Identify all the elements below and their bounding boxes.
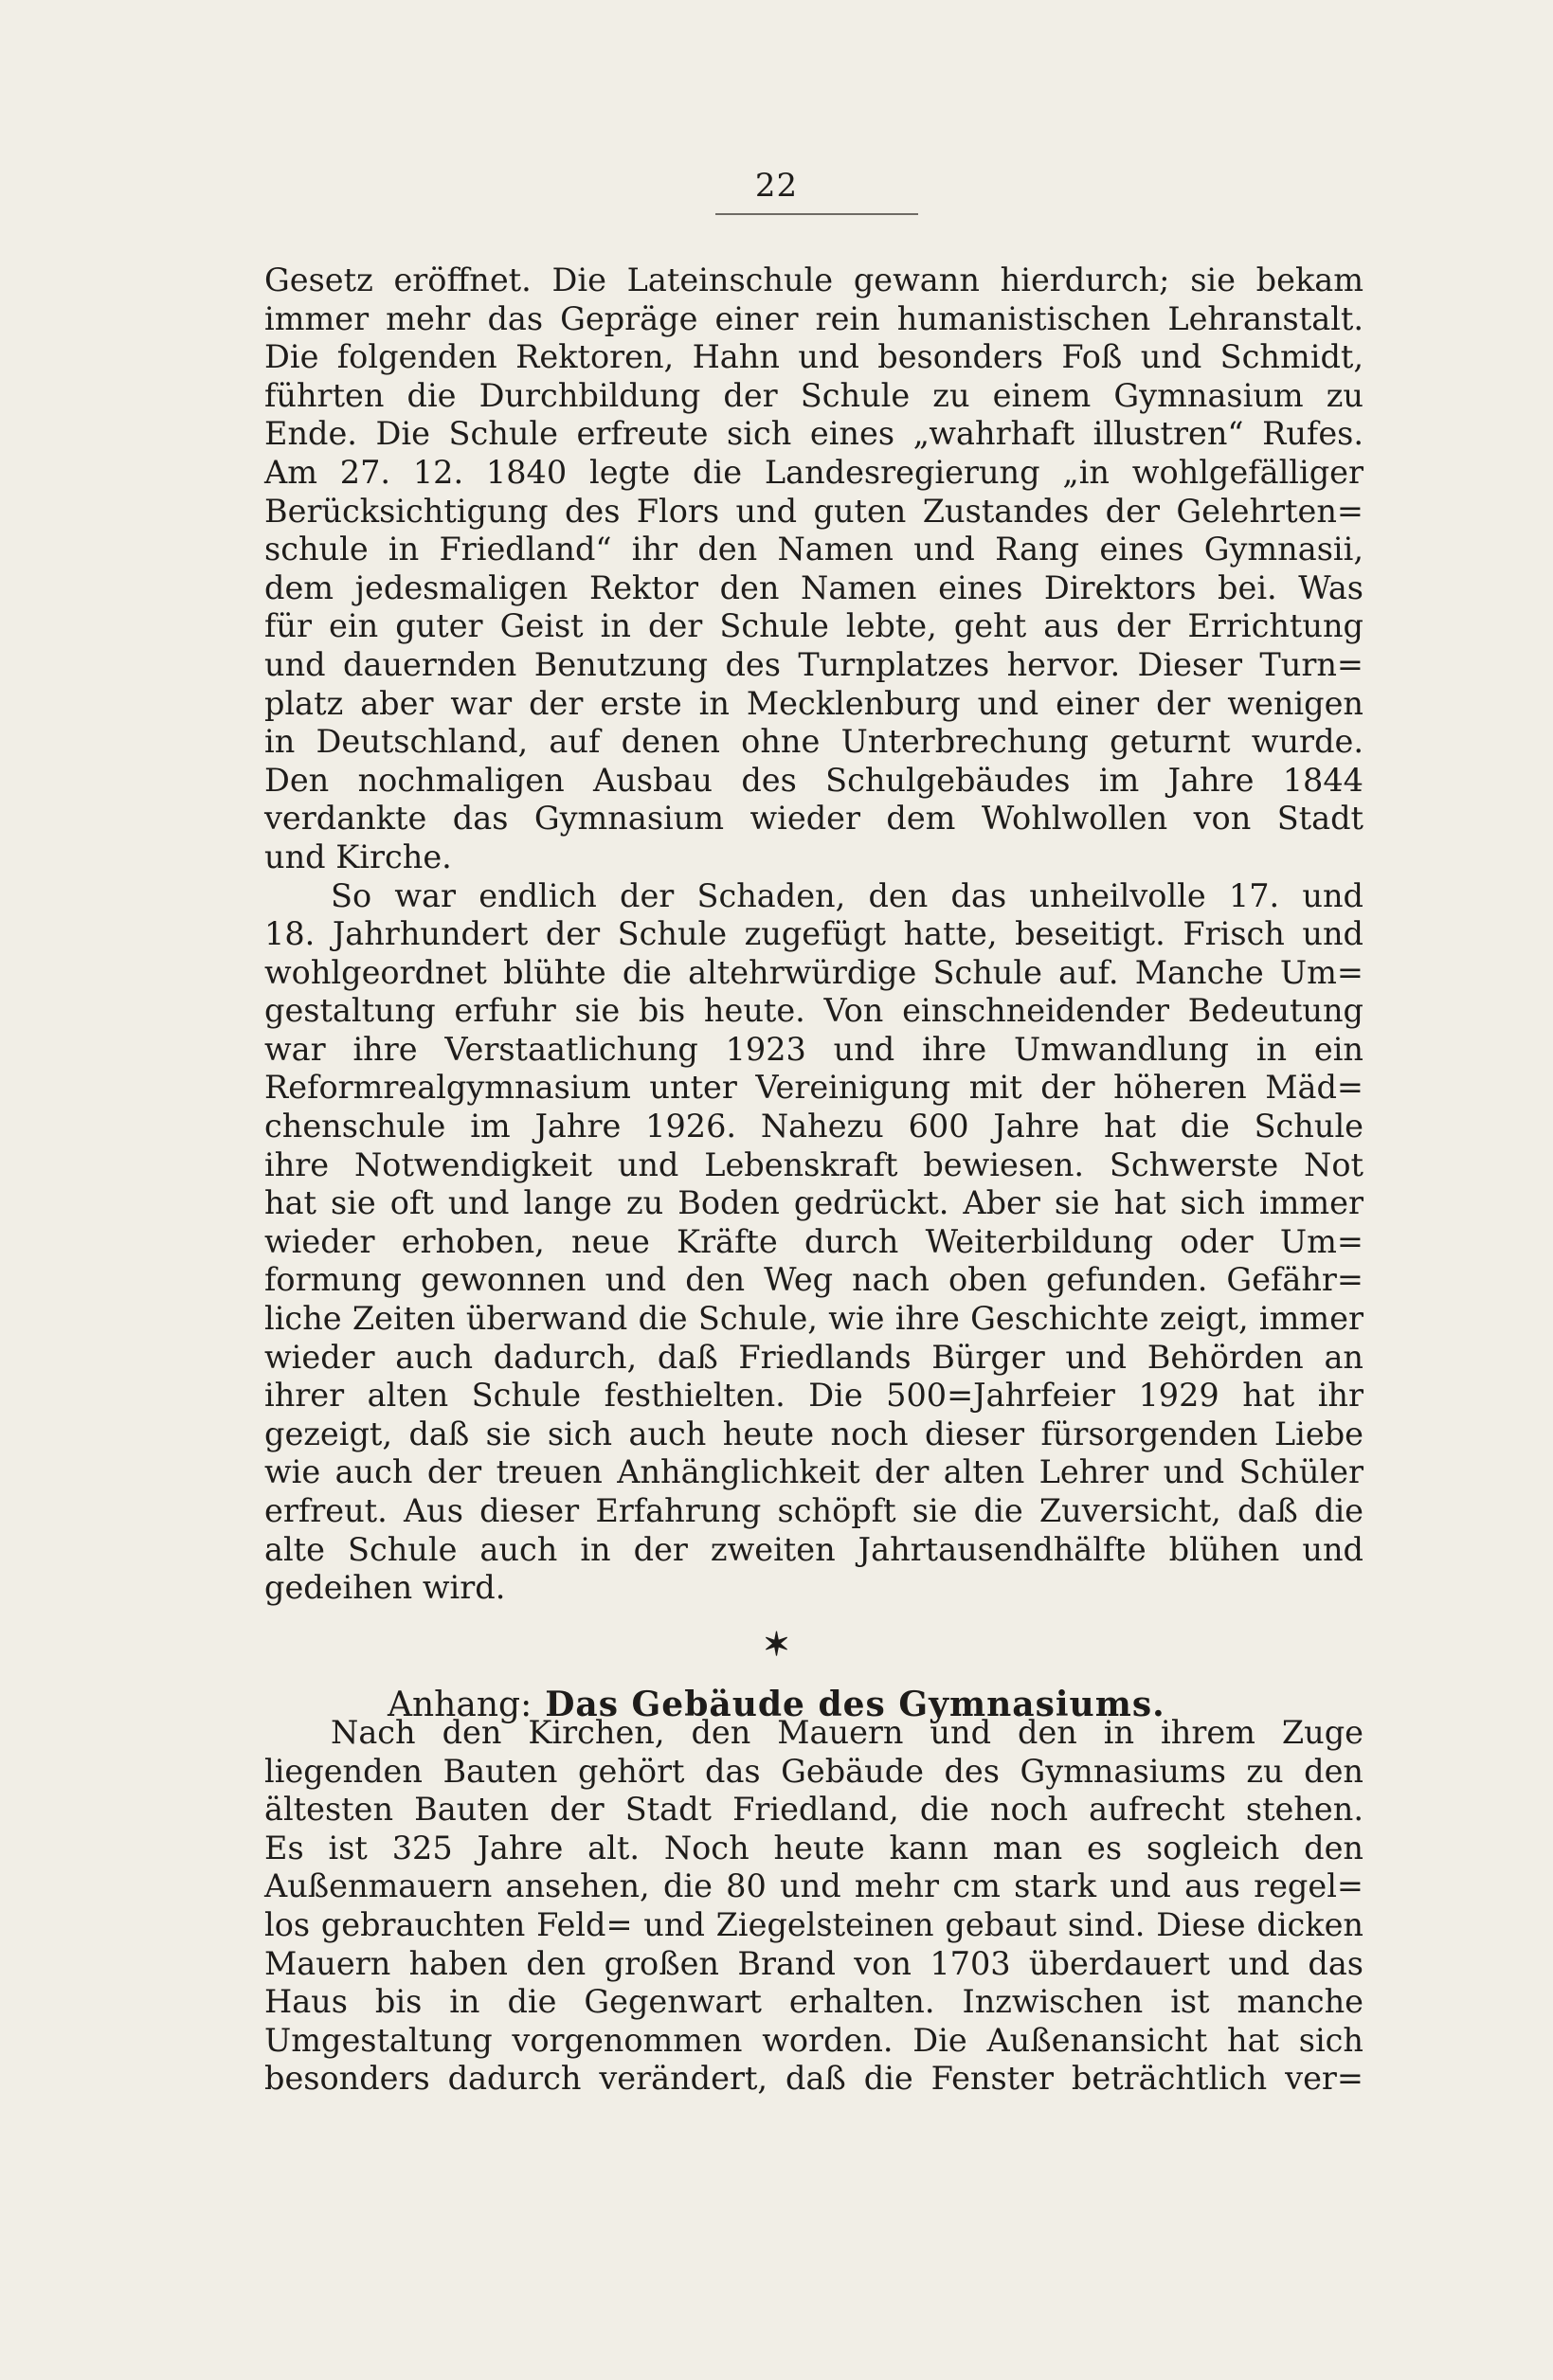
text-line: chenschule im Jahre 1926. Nahezu 600 Jahre hat die Schule <box>264 1108 1363 1145</box>
text-line: für ein guter Geist in der Schule lebte, geht aus der Errichtung <box>264 607 1363 645</box>
text-line: war ihre Verstaatlichung 1923 und ihre Umwandlung in ein <box>264 1030 1363 1068</box>
text-line: alte Schule auch in der zweiten Jahrtausendhälfte blühen und <box>264 1530 1363 1568</box>
text-line: Mauern haben den großen Brand von 1703 überdauert und das <box>264 1944 1363 1982</box>
text-line: führten die Durchbildung der Schule zu einem Gymnasium zu <box>264 376 1363 414</box>
text-line: Nach den Kirchen, den Mauern und den in ihrem Zuge <box>331 1714 1363 1751</box>
text-line: Es ist 325 Jahre alt. Noch heute kann man es sogleich den <box>264 1829 1363 1866</box>
text-line: Reformrealgymnasium unter Vereinigung mit der höheren Mäd= <box>264 1069 1363 1107</box>
text-line: Ende. Die Schule erfreute sich eines „wahrhaft illustren“ Rufes. <box>264 415 1363 453</box>
text-line: liegenden Bauten gehört das Gebäude des Gymnasiums zu den <box>264 1752 1363 1790</box>
text-line: los gebrauchten Feld= und Ziegelsteinen gebaut sind. Diese dicken <box>264 1905 1363 1943</box>
text-line: Umgestaltung vorgenommen worden. Die Außenansicht hat sich <box>264 2021 1363 2059</box>
text-line: gezeigt, daß sie sich auch heute noch dieser fürsorgenden Liebe <box>264 1415 1363 1452</box>
text-line: erfreut. Aus dieser Erfahrung schöpft sie die Zuversicht, daß die <box>264 1492 1363 1529</box>
text-line: wieder auch dadurch, daß Friedlands Bürger und Behörden an <box>264 1338 1363 1376</box>
text-line: und Kirche. <box>264 838 452 875</box>
text-line: besonders dadurch verändert, daß die Fenster beträchtlich ver= <box>264 2060 1363 2098</box>
appendix-label: Anhang: <box>388 1686 533 1724</box>
text-line: formung gewonnen und den Weg nach oben gefunden. Gefähr= <box>264 1261 1363 1299</box>
page-number: 22 <box>754 167 799 205</box>
text-line: in Deutschland, auf denen ohne Unterbrechung geturnt wurde. <box>264 723 1363 761</box>
text-line: ihre Notwendigkeit und Lebenskraft bewiesen. Schwerste Not <box>264 1145 1363 1183</box>
text-line: ihrer alten Schule festhielten. Die 500=Jahrfeier 1929 hat ihr <box>264 1377 1363 1415</box>
text-line: Die folgenden Rektoren, Hahn und besonders Foß und Schmidt, <box>264 338 1363 376</box>
text-line: hat sie oft und lange zu Boden gedrückt. Aber sie hat sich immer <box>264 1184 1363 1222</box>
text-line: immer mehr das Gepräge einer rein humanistischen Lehranstalt. <box>264 299 1363 337</box>
text-line: wohlgeordnet blühte die altehrwürdige Schule auf. Manche Um= <box>264 953 1363 991</box>
body-text-section-1 <box>264 261 1363 1608</box>
text-line: wie auch der treuen Anhänglichkeit der alten Lehrer und Schüler <box>264 1453 1363 1491</box>
text-line: So war endlich der Schaden, den das unheilvolle 17. und <box>331 876 1363 914</box>
text-line: Gesetz eröffnet. Die Lateinschule gewann hierdurch; sie bekam <box>264 261 1363 298</box>
text-line: liche Zeiten überwand die Schule, wie ihre Geschichte zeigt, immer <box>264 1300 1363 1338</box>
appendix-title: Das Gebäude des Gymnasiums. <box>545 1685 1165 1724</box>
text-line: Den nochmaligen Ausbau des Schulgebäudes im Jahre 1844 <box>264 761 1363 799</box>
text-line: verdankte das Gymnasium wieder dem Wohlwollen von Stadt <box>264 800 1363 838</box>
text-line: 18. Jahrhundert der Schule zugefügt hatte, beseitigt. Frisch und <box>264 915 1363 953</box>
text-line: ältesten Bauten der Stadt Friedland, die noch aufrecht stehen. <box>264 1791 1363 1829</box>
text-line: schule in Friedland“ ihr den Namen und Rang eines Gymnasii, <box>264 531 1363 568</box>
text-line: gestaltung erfuhr sie bis heute. Von einschneidender Bedeutung <box>264 992 1363 1030</box>
text-line: gedeihen wird. <box>264 1569 506 1607</box>
header-rule <box>715 213 918 215</box>
text-line: platz aber war der erste in Mecklenburg und einer der wenigen <box>264 684 1363 722</box>
section-separator-star: ✶ <box>763 1626 790 1664</box>
text-line: und dauernden Benutzung des Turnplatzes hervor. Dieser Turn= <box>264 645 1363 683</box>
text-line: wieder erhoben, neue Kräfte durch Weiterbildung oder Um= <box>264 1222 1363 1260</box>
text-line: Außenmauern ansehen, die 80 und mehr cm stark und aus regel= <box>264 1867 1363 1905</box>
text-line: dem jedesmaligen Rektor den Namen eines Direktors bei. Was <box>264 568 1363 606</box>
body-text-section-2 <box>264 1714 1363 2099</box>
text-line: Am 27. 12. 1840 legte die Landesregierung „in wohlgefälliger <box>264 453 1363 491</box>
text-line: Haus bis in die Gegenwart erhalten. Inzwischen ist manche <box>264 1983 1363 2021</box>
text-line: Berücksichtigung des Flors und guten Zustandes der Gelehrten= <box>264 492 1363 530</box>
